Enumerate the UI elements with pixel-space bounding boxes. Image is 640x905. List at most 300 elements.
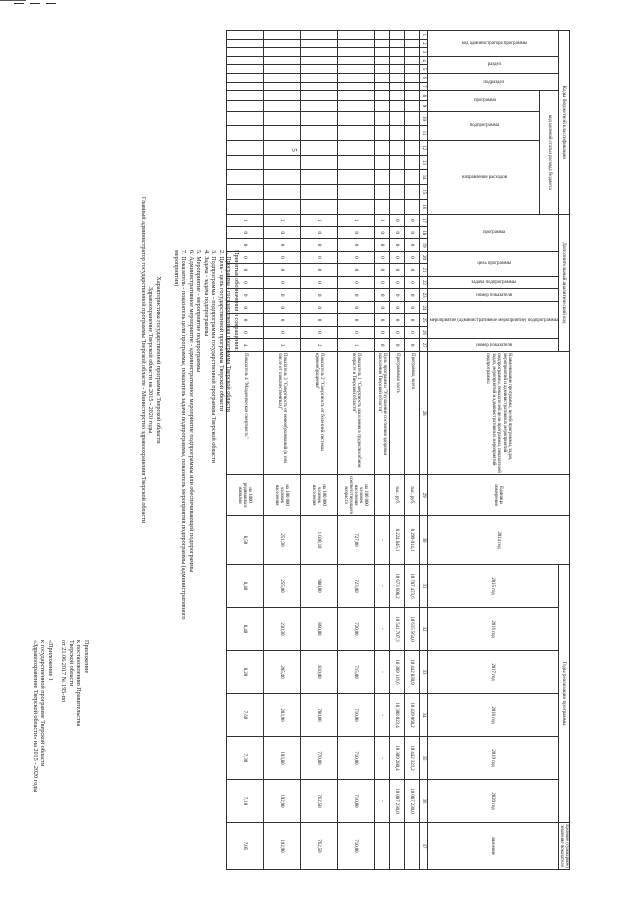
code-cell: 0 [337, 326, 374, 338]
code-cell: 0 [300, 239, 337, 251]
header-target-value: значение [427, 823, 558, 870]
code-cell [337, 101, 374, 111]
code-cell [389, 140, 404, 155]
header-section: раздел [487, 62, 501, 68]
code-cell: 0 [389, 251, 404, 263]
row-value-y2018: 7,60 [226, 694, 263, 737]
code-cell [374, 82, 389, 91]
code-cell [226, 185, 263, 200]
code-cell: 0 [404, 289, 419, 302]
page-number: 5 [289, 148, 298, 152]
code-cell [374, 185, 389, 200]
appendix-line: «Приложение 1 [47, 640, 54, 681]
code-cell [300, 31, 337, 40]
code-cell [374, 199, 389, 214]
code-cell: 0 [389, 214, 404, 226]
row-value-y2020: 7,10 [226, 780, 263, 823]
column-numbers-row [419, 31, 427, 870]
row-value-2014: 727,00 [337, 516, 374, 565]
row-unit: на 100 000 человек населения [263, 475, 300, 516]
code-cell [389, 111, 404, 126]
code-cell [337, 155, 374, 170]
row-value-y2020: - [374, 780, 389, 823]
row-value-y2015: 8,40 [226, 565, 263, 608]
column-number: 5 [419, 65, 427, 74]
code-cell: 1 [226, 214, 263, 226]
appendix-line: от 21.06.2017 № 195-пп [60, 640, 68, 703]
row-value-y2020: 192,90 [263, 780, 300, 823]
legend-item: 1. Программа - государственная программа Тверской области [225, 250, 233, 412]
code-cell: 0 [404, 302, 419, 314]
row-unit: на 100 000 человек населения [300, 475, 337, 516]
code-cell [374, 126, 389, 140]
scan-mark [30, 3, 40, 4]
code-cell: 0 [337, 302, 374, 314]
code-cell [300, 111, 337, 126]
code-cell [226, 73, 263, 82]
code-cell [300, 126, 337, 140]
code-cell: 1 [337, 214, 374, 226]
code-cell [374, 140, 389, 155]
code-cell [226, 101, 263, 111]
code-cell [337, 170, 374, 185]
row-value-y2018: 203,90 [263, 694, 300, 737]
code-cell [389, 199, 404, 214]
column-number: 26 [419, 326, 427, 338]
header-goal: цель программы [477, 261, 511, 267]
code-cell [263, 111, 300, 126]
row-value-y2015: 723,00 [337, 565, 374, 608]
code-cell [337, 39, 374, 48]
code-cell: 0 [374, 276, 389, 289]
code-cell [404, 91, 419, 101]
code-cell [404, 101, 419, 111]
code-cell: 0 [263, 302, 300, 314]
code-cell [404, 199, 419, 214]
row-unit: на 1000 родившихся живыми [226, 475, 263, 516]
code-cell: 0 [404, 239, 419, 251]
code-cell: 0 [300, 326, 337, 338]
table-row [337, 31, 374, 870]
code-cell: 0 [263, 251, 300, 263]
code-cell [389, 65, 404, 74]
code-cell [404, 48, 419, 57]
header-direction: направление расходов [461, 174, 508, 180]
column-number: 1 [419, 31, 427, 40]
row-value-y2016: 720,00 [337, 608, 374, 651]
code-cell: 0 [226, 251, 263, 263]
code-cell: 0 [404, 227, 419, 239]
code-cell [300, 73, 337, 82]
code-cell: 3 [263, 339, 300, 352]
code-cell: 0 [226, 276, 263, 289]
header-y2017: 2017 год [427, 651, 558, 694]
code-cell: 0 [300, 302, 337, 314]
code-cell [389, 82, 404, 91]
code-cell: 0 [374, 339, 389, 352]
code-cell: 0 [300, 276, 337, 289]
code-cell [389, 126, 404, 140]
code-cell [404, 73, 419, 82]
code-cell [226, 91, 263, 101]
code-cell: 0 [374, 239, 389, 251]
code-cell [374, 39, 389, 48]
code-cell: 0 [337, 264, 374, 276]
code-cell: 0 [374, 289, 389, 302]
code-cell [263, 140, 300, 155]
column-number: 23 [419, 289, 427, 302]
document-title [140, 130, 163, 590]
row-value-y2015: 980,00 [300, 565, 337, 608]
legend-item: 6. Административное мероприятие - административное мероприятие подпрограммы или обеспечивающей подпрограммы [188, 250, 195, 573]
row-value-y2018: 780,00 [300, 694, 337, 737]
row-value-y2020: 10 087 230,0 [389, 780, 404, 823]
code-cell: 0 [226, 239, 263, 251]
row-target: 192,90 [263, 823, 300, 870]
header-event: мероприятие (административное мероприятие) подпрограммы [429, 317, 558, 323]
code-cell [389, 155, 404, 170]
code-cell: 1 [263, 214, 300, 226]
row-value-y2019: 193,80 [263, 737, 300, 780]
code-cell: 0 [300, 314, 337, 326]
code-cell [374, 48, 389, 57]
appendix-line: к постановлению Правительства [75, 640, 83, 727]
table-body [226, 31, 419, 870]
header-subsection: подраздел [483, 79, 505, 85]
column-number: 28 [419, 352, 427, 475]
table-row [300, 31, 337, 870]
code-cell: 0 [389, 227, 404, 239]
code-cell [263, 65, 300, 74]
code-cell [389, 185, 404, 200]
row-unit [374, 475, 389, 516]
code-cell [300, 155, 337, 170]
code-cell [389, 39, 404, 48]
code-cell: 0 [337, 289, 374, 302]
code-cell [263, 39, 300, 48]
header-target-article: код целевой статьи расхода бюджета [540, 91, 559, 214]
code-cell [337, 48, 374, 57]
title-line: Главный администратор государственной программы Тверской области - Министерство здравоохранения Тверской области [140, 196, 147, 524]
table-wrapper [237, 30, 570, 870]
code-cell: 0 [300, 289, 337, 302]
code-cell [337, 111, 374, 126]
row-value-y2018: 10 439 068,2 [404, 694, 419, 737]
row-value-y2020: 10 087 230,0 [404, 780, 419, 823]
code-cell [300, 48, 337, 57]
code-cell: 0 [263, 276, 300, 289]
code-cell: 0 [337, 276, 374, 289]
column-number: 4 [419, 56, 427, 65]
row-target: 710,00 [337, 823, 374, 870]
row-value-y2019: 770,00 [300, 737, 337, 780]
code-cell: 0 [263, 326, 300, 338]
header-y2016: 2016 год [427, 608, 558, 651]
row-name: Показатель 3 "Смертность от новообразований (в том числе от злокачественных)" [263, 352, 300, 475]
code-cell [404, 65, 419, 74]
column-number: 12 [419, 140, 427, 155]
row-value-y2017: 205,40 [263, 651, 300, 694]
code-cell [389, 31, 404, 40]
code-cell: 0 [404, 326, 419, 338]
row-value-2014: 251,30 [263, 516, 300, 565]
code-cell: 0 [374, 302, 389, 314]
code-cell: 0 [374, 251, 389, 263]
code-cell: 0 [389, 239, 404, 251]
code-cell: 1 [337, 339, 374, 352]
column-number: 18 [419, 227, 427, 239]
code-cell: 0 [226, 302, 263, 314]
code-cell [300, 39, 337, 48]
code-cell [337, 82, 374, 91]
header-y2020: 2020 год [427, 780, 558, 823]
code-cell: 0 [300, 264, 337, 276]
column-number: 35 [419, 737, 427, 780]
code-cell [404, 155, 419, 170]
column-number: 8 [419, 91, 427, 101]
code-cell [404, 126, 419, 140]
row-name: Цель программы "Улучшение состояния здоровья населения Тверской области" [374, 352, 389, 475]
row-value-y2017: 8,20 [226, 651, 263, 694]
header-years-group: Годы реализации программы [559, 565, 570, 823]
code-cell [226, 126, 263, 140]
table-row [374, 31, 389, 870]
column-number: 7 [419, 82, 427, 91]
column-number: 19 [419, 239, 427, 251]
header-indicator-no: номер показателя [476, 342, 512, 348]
code-cell [404, 82, 419, 91]
code-cell: 1 [300, 214, 337, 226]
code-cell: 0 [389, 339, 404, 352]
code-cell [300, 199, 337, 214]
code-cell: 0 [389, 276, 404, 289]
code-cell [226, 140, 263, 155]
code-cell: 0 [263, 227, 300, 239]
code-cell [263, 73, 300, 82]
header-budget-codes: Коды бюджетной классификации [559, 31, 570, 215]
code-cell [337, 126, 374, 140]
code-cell: 0 [263, 289, 300, 302]
row-value-2014: 8 299 014,1 [404, 516, 419, 565]
code-cell: 0 [300, 251, 337, 263]
code-cell [263, 126, 300, 140]
row-value-y2016: - [374, 608, 389, 651]
column-number: 3 [419, 48, 427, 57]
row-value-y2015: - [374, 565, 389, 608]
column-number: 33 [419, 651, 427, 694]
header-y2015: 2015 год [427, 565, 558, 608]
legend-item: 5. Мероприятие - мероприятие подпрограммы [195, 250, 203, 372]
column-number: 16 [419, 199, 427, 214]
code-cell: 0 [389, 302, 404, 314]
code-cell [337, 56, 374, 65]
code-cell: 0 [374, 227, 389, 239]
scan-mark [46, 3, 56, 4]
column-number: 37 [419, 823, 427, 870]
row-target [404, 823, 419, 870]
code-cell [226, 111, 263, 126]
appendix-line: к государственной программе Тверской области [39, 640, 47, 767]
code-cell [263, 82, 300, 91]
code-cell [374, 170, 389, 185]
table-row [263, 31, 300, 870]
code-cell [404, 170, 419, 185]
code-cell: 0 [226, 326, 263, 338]
code-cell [226, 199, 263, 214]
header-y2018: 2018 год [427, 694, 558, 737]
code-cell [263, 101, 300, 111]
code-cell [300, 185, 337, 200]
code-cell: 0 [389, 326, 404, 338]
row-value-y2017: 810,00 [300, 651, 337, 694]
row-value-y2019: - [374, 737, 389, 780]
row-value-y2017: - [374, 651, 389, 694]
code-cell: 0 [374, 326, 389, 338]
header-row-top [559, 31, 570, 870]
code-cell [300, 101, 337, 111]
code-cell [404, 56, 419, 65]
column-number: 31 [419, 565, 427, 608]
code-cell: 0 [226, 264, 263, 276]
column-number: 21 [419, 264, 427, 276]
code-cell [263, 170, 300, 185]
code-cell [300, 65, 337, 74]
column-number: 2 [419, 39, 427, 48]
appendix-block [32, 640, 91, 860]
column-number: 32 [419, 608, 427, 651]
column-number: 25 [419, 314, 427, 326]
code-cell [300, 170, 337, 185]
code-cell [337, 91, 374, 101]
legend-item: 4. Задача - задача подпрограммы [203, 250, 210, 337]
row-value-y2017: 10 442 830,9 [404, 651, 419, 694]
code-cell [226, 82, 263, 91]
code-cell: 0 [263, 314, 300, 326]
code-cell [300, 91, 337, 101]
code-cell [389, 48, 404, 57]
code-cell [226, 155, 263, 170]
header-program-code: программа [473, 98, 496, 104]
code-cell: 2 [300, 339, 337, 352]
code-cell: 0 [337, 251, 374, 263]
row-name: Программа, всего [404, 352, 419, 475]
code-cell [404, 39, 419, 48]
code-cell: 0 [226, 289, 263, 302]
column-number: 9 [419, 101, 427, 111]
code-cell [374, 111, 389, 126]
row-value-2014: 8 224 845,1 [389, 516, 404, 565]
appendix-line: Приложение [83, 640, 90, 674]
header-admin-code: код администратора программы [461, 40, 527, 46]
row-value-y2015: 10 673 608,2 [389, 565, 404, 608]
row-value-y2019: 710,00 [337, 737, 374, 780]
code-cell: 0 [404, 314, 419, 326]
code-cell: 0 [263, 239, 300, 251]
column-number: 22 [419, 276, 427, 289]
code-cell [263, 48, 300, 57]
column-number: 11 [419, 126, 427, 140]
row-unit: тыс. руб. [389, 475, 404, 516]
code-cell [374, 65, 389, 74]
code-cell [389, 101, 404, 111]
scan-edge-line [0, 0, 26, 1]
code-cell: 0 [389, 289, 404, 302]
code-cell [337, 185, 374, 200]
code-cell [389, 73, 404, 82]
row-unit: на 100 000 человек населения соответствующего возраста [337, 475, 374, 516]
code-cell [374, 73, 389, 82]
code-cell [374, 31, 389, 40]
code-cell: 0 [226, 314, 263, 326]
column-number: 20 [419, 251, 427, 263]
code-cell [374, 101, 389, 111]
row-target: 7,05 [226, 823, 263, 870]
scan-mark [14, 3, 24, 4]
code-cell [337, 140, 374, 155]
legend-heading: Принятые обозначения и сокращения: [233, 250, 240, 351]
column-number: 14 [419, 170, 427, 185]
row-name: Показатель 1 "Смертность населения в трудоспособном возрасте в Тверской области" [337, 352, 374, 475]
row-value-y2016: 860,00 [300, 608, 337, 651]
table-row [226, 31, 263, 870]
column-number: 10 [419, 111, 427, 126]
code-cell [337, 199, 374, 214]
code-cell [300, 140, 337, 155]
code-cell: 4 [226, 339, 263, 352]
code-cell: 0 [337, 314, 374, 326]
rotated-page [32, 30, 570, 870]
header-task: задача подпрограммы [471, 279, 517, 285]
row-value-2014: - [374, 516, 389, 565]
code-cell [337, 31, 374, 40]
header-program: программа [482, 230, 505, 236]
legend-item: 3. Подпрограмма - подпрограмма государственной программы Тверской области [210, 250, 218, 463]
header-year-2014: 2014 год [427, 516, 569, 565]
row-value-y2016: 8,40 [226, 608, 263, 651]
row-unit: тыс. руб. [404, 475, 419, 516]
code-cell [263, 199, 300, 214]
code-cell [263, 155, 300, 170]
legend-item: 7. Показатель - показатель цели программы, показатель задачи подпрограммы, показатель мероприятия подпрограммы (административного мероприятия) [173, 250, 188, 620]
row-value-y2015: 255,00 [263, 565, 300, 608]
characteristics-table [226, 30, 570, 870]
row-value-y2015: 10 787 473,6 [404, 565, 419, 608]
code-cell: 0 [389, 264, 404, 276]
row-value-y2016: 10 615 564,0 [404, 608, 419, 651]
table-row [404, 31, 419, 870]
header-unit: Единица измерения [427, 475, 569, 516]
code-cell [226, 56, 263, 65]
code-cell: 0 [389, 314, 404, 326]
appendix-line: Тверской области [68, 640, 75, 687]
code-cell: 0 [404, 264, 419, 276]
column-number: 34 [419, 694, 427, 737]
row-value-y2020: 710,00 [337, 780, 374, 823]
code-cell [389, 56, 404, 65]
code-cell [300, 56, 337, 65]
row-target [389, 823, 404, 870]
column-number: 15 [419, 185, 427, 200]
code-cell [374, 155, 389, 170]
header-target-group: Целевое (суммарное) значение показателя [559, 824, 569, 868]
header-event-no: номер показателя [476, 292, 512, 298]
code-cell: 0 [404, 276, 419, 289]
code-cell [226, 31, 263, 40]
code-cell: 0 [374, 264, 389, 276]
code-cell [263, 56, 300, 65]
code-cell [263, 185, 300, 200]
header-extra-code: Дополнительный аналитический код [559, 214, 570, 352]
